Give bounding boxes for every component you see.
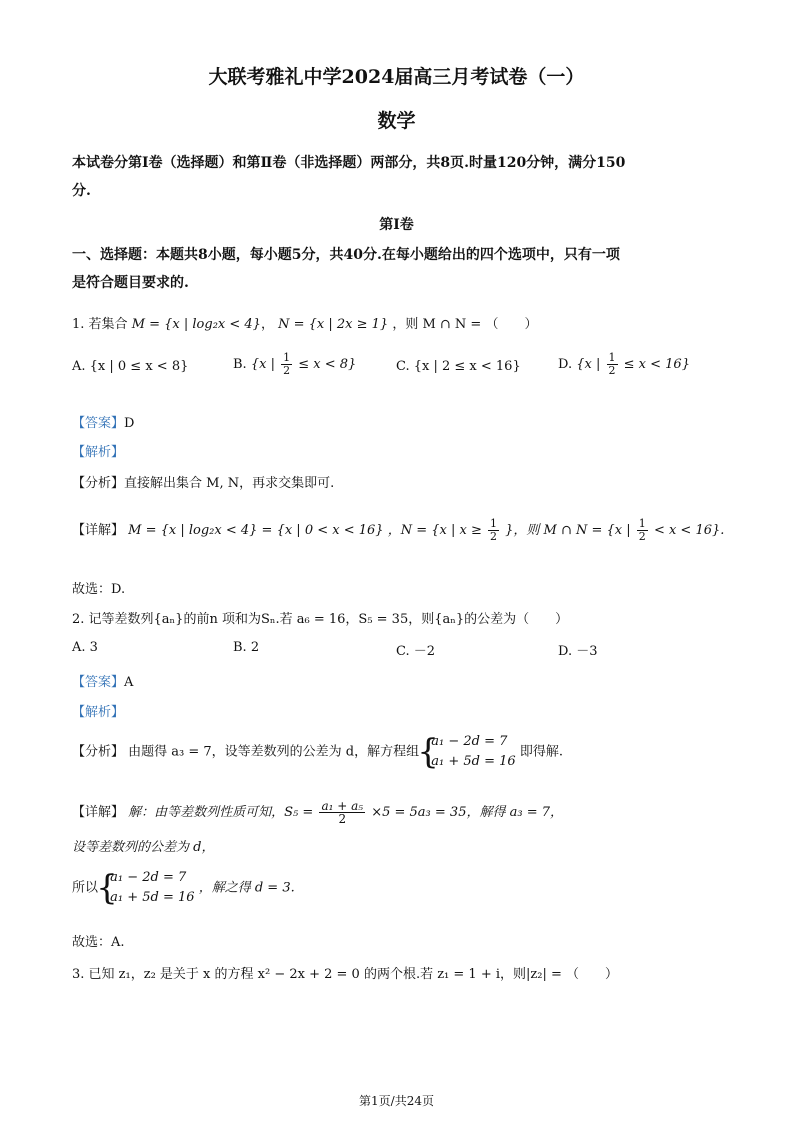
intro-line-1: 本试卷分第Ⅰ卷（选择题）和第Ⅱ卷（非选择题）两部分，共8页.时量120分钟，满分150 bbox=[72, 155, 626, 171]
q2-answer-value: A bbox=[124, 675, 134, 690]
answer-tag: 【答案】 bbox=[72, 416, 125, 431]
q1-detail-frac-1 bbox=[488, 518, 499, 543]
q1-detail-n-post: }，则 M ∩ N = {x | bbox=[505, 523, 631, 538]
q1-option-b-pre: {x | bbox=[250, 357, 275, 372]
q1-option-a: A. {x | 0 ≤ x < 8} bbox=[72, 359, 189, 374]
intro-line-2: 分. bbox=[72, 183, 91, 199]
q1-option-c: C. {x | 2 ≤ x < 16} bbox=[396, 359, 521, 374]
q1-option-d-frac bbox=[607, 352, 618, 377]
q1-prefix: 1. 若集合 bbox=[72, 317, 128, 332]
q2-so-pre: 所以 bbox=[72, 880, 99, 896]
volume-heading: 第Ⅰ卷 bbox=[379, 217, 414, 233]
q2-detail bbox=[72, 800, 563, 825]
q2-option-c: C. －2 bbox=[396, 644, 436, 659]
question-2-stem: 2. 记等差数列{aₙ}的前n 项和为Sₙ.若 a₆ = 16，S₅ = 35，则{aₙ}的公差为（ ） bbox=[72, 612, 569, 627]
q1-set-m: M = {x | log₂x < 4} bbox=[131, 317, 261, 332]
frac-den: 2 bbox=[608, 364, 616, 377]
section-instruction-1: 一、选择题：本题共8小题，每小题5分，共40分.在每小题给出的四个选项中，只有一项 bbox=[72, 247, 620, 263]
section-instruction-2: 是符合题目要求的. bbox=[72, 275, 189, 291]
system-eq-2: a₁ + 5d = 16 bbox=[431, 754, 516, 769]
q2-detail-post: ×5 = 5a₃ = 35，解得 a₃ = 7， bbox=[371, 805, 563, 820]
frac-den: 2 bbox=[489, 530, 497, 543]
fenxi-tag: 【分析】 bbox=[72, 744, 125, 760]
detail-tag: 【详解】 bbox=[72, 523, 125, 538]
q2-detail-pre: 解：由等差数列性质可知，S₅ = bbox=[128, 805, 314, 820]
q1-analysis-tag: 【解析】 bbox=[72, 445, 125, 460]
frac-num: 1 bbox=[638, 517, 646, 530]
q2-fenxi bbox=[72, 732, 563, 772]
frac-num: a₁ + a₅ bbox=[321, 799, 364, 813]
frac-den: 2 bbox=[283, 364, 291, 377]
q1-detail-frac-2 bbox=[637, 518, 648, 543]
q1-option-d-post: ≤ x < 16} bbox=[623, 357, 690, 372]
q1-option-d bbox=[558, 352, 690, 377]
q2-solve bbox=[72, 868, 295, 908]
frac-num: 1 bbox=[283, 351, 291, 364]
q1-option-b-frac bbox=[281, 352, 292, 377]
subject-title: 数学 bbox=[377, 110, 416, 132]
q1-set-n: N = {x | 2x ≥ 1} bbox=[278, 317, 389, 332]
q1-option-d-label: D. bbox=[558, 357, 573, 372]
page-title: 大联考雅礼中学2024届高三月考试卷（一） bbox=[208, 66, 585, 88]
q1-option-b-post: ≤ x < 8} bbox=[298, 357, 357, 372]
q1-detail bbox=[72, 518, 724, 543]
q2-answer bbox=[72, 671, 133, 690]
q2-fenxi-post: 即得解. bbox=[519, 744, 563, 760]
system-eq-1: { a₁ − 2d = 7 bbox=[431, 734, 508, 749]
q2-choose: 故选：A. bbox=[72, 935, 125, 950]
q2-detail-frac bbox=[319, 800, 365, 825]
question-1-stem: 1. 若集合 M = {x | log₂x < 4}， N = {x | 2x ≥ 1} ，则 M ∩ N = （ ） bbox=[72, 317, 538, 332]
frac-num: 1 bbox=[608, 351, 616, 364]
q2-fenxi-pre: 由题得 a₃ = 7，设等差数列的公差为 d，解方程组 bbox=[128, 744, 420, 760]
frac-den: 2 bbox=[338, 812, 347, 826]
question-3-stem: 3. 已知 z₁，z₂ 是关于 x 的方程 x² − 2x + 2 = 0 的两个根.若 z₁ = 1 + i，则|z₂| = （ ） bbox=[72, 967, 618, 982]
frac-den: 2 bbox=[638, 530, 646, 543]
frac-num: 1 bbox=[489, 517, 497, 530]
answer-tag: 【答案】 bbox=[72, 675, 125, 690]
q2-option-d: D. －3 bbox=[558, 644, 598, 659]
q1-suffix: ，则 M ∩ N = （ ） bbox=[392, 317, 538, 332]
q2-analysis-tag: 【解析】 bbox=[72, 705, 125, 720]
q1-detail-end: < x < 16}. bbox=[653, 523, 725, 538]
q2-fenxi-system bbox=[423, 732, 515, 772]
q1-option-b-label: B. bbox=[233, 357, 247, 372]
q2-option-a: A. 3 bbox=[72, 640, 98, 655]
q2-so-post: ，解之得 d = 3. bbox=[198, 880, 295, 896]
q1-detail-m: M = {x | log₂x < 4} = {x | 0 < x < 16} bbox=[128, 523, 384, 538]
fenxi-tag: 【分析】 bbox=[72, 476, 125, 491]
detail-tag: 【详解】 bbox=[72, 805, 125, 820]
system-eq-2: a₁ + 5d = 16 bbox=[110, 890, 195, 905]
q1-answer bbox=[72, 412, 134, 431]
q1-option-b bbox=[233, 352, 356, 377]
q2-option-b: B. 2 bbox=[233, 640, 260, 655]
q1-choose: 故选：D. bbox=[72, 582, 126, 597]
page-footer: 第1页/共24页 bbox=[359, 1094, 434, 1108]
q2-detail-line-2: 设等差数列的公差为 d， bbox=[72, 840, 215, 855]
q2-solve-system bbox=[102, 868, 194, 908]
q1-detail-n-pre: ，N = {x | x ≥ bbox=[387, 523, 482, 538]
q1-answer-value: D bbox=[124, 416, 135, 431]
q1-fenxi bbox=[72, 472, 334, 491]
system-eq-1: { a₁ − 2d = 7 bbox=[110, 870, 187, 885]
q1-fenxi-text: 直接解出集合 M, N，再求交集即可. bbox=[124, 476, 335, 491]
q1-option-d-pre: {x | bbox=[576, 357, 601, 372]
